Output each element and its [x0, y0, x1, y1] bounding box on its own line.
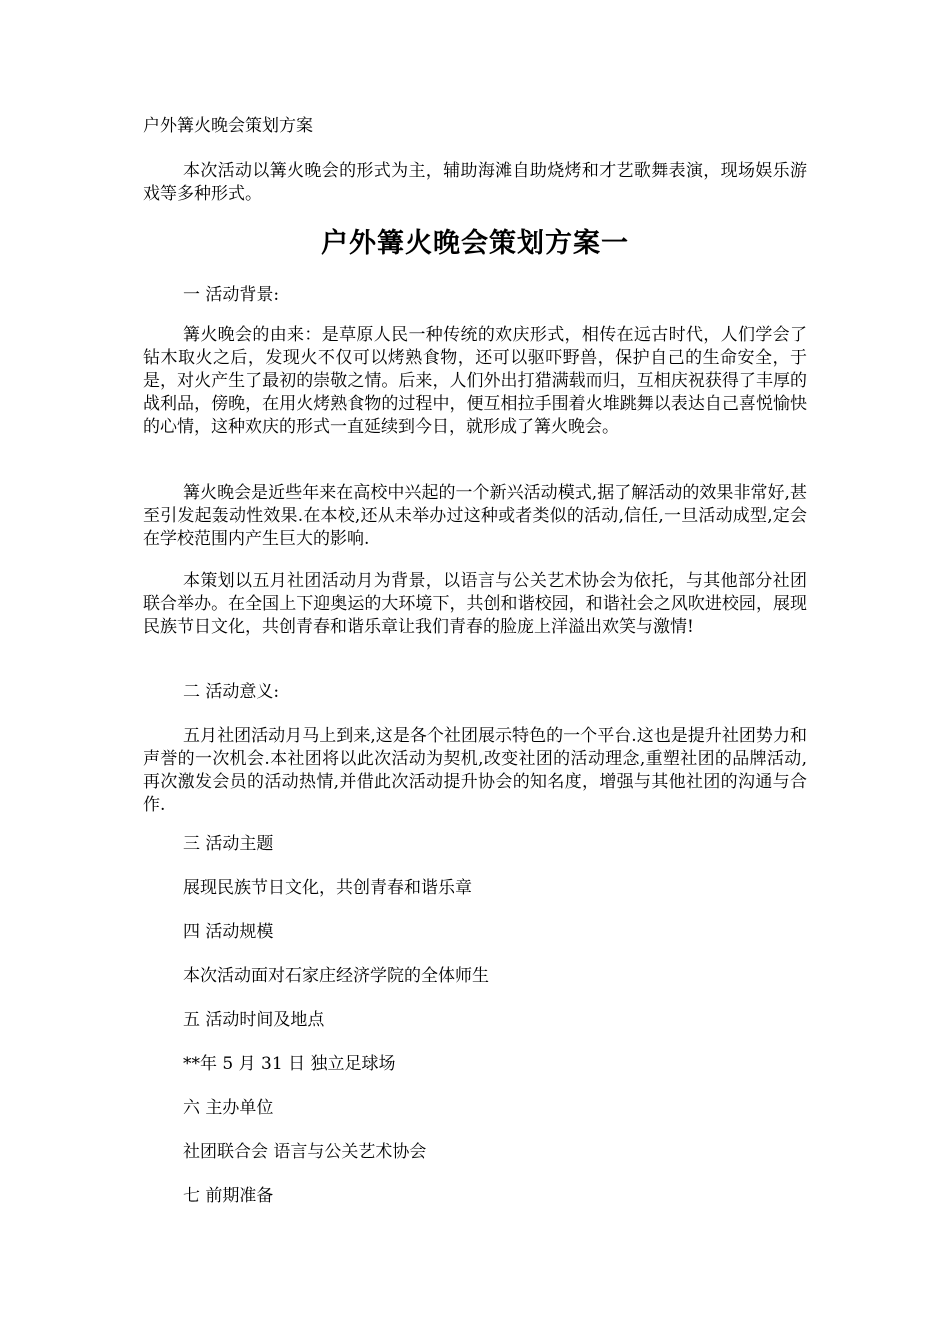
scale-text: 本次活动面对石家庄经济学院的全体师生 [183, 966, 489, 986]
section-heading-scale: 四 活动规模 [183, 922, 274, 942]
section-heading-significance: 二 活动意义: [183, 682, 280, 702]
background-paragraph-3: 本策划以五月社团活动月为背景，以语言与公关艺术协会为依托，与其他部分社团联合举办。在全国上下迎奥运的大环境下，共创和谐校园，和谐社会之风吹进校园，展现民族节日文化，共创青春和谐乐章让我们青春的脸庞上洋溢出欢笑与激情! [143, 571, 807, 637]
section-heading-theme: 三 活动主题 [183, 834, 274, 854]
intro-paragraph: 本次活动以篝火晚会的形式为主，辅助海滩自助烧烤和才艺歌舞表演，现场娱乐游戏等多种形式。 [143, 161, 807, 204]
main-title: 户外篝火晚会策划方案一 [321, 228, 629, 259]
theme-text: 展现民族节日文化，共创青春和谐乐章 [183, 878, 472, 898]
section-heading-time-place: 五 活动时间及地点 [183, 1010, 325, 1030]
section-heading-background: 一 活动背景: [183, 285, 280, 305]
time-place-text: **年 5 月 31 日 独立足球场 [183, 1054, 396, 1074]
section-heading-organizer: 六 主办单位 [183, 1098, 274, 1118]
background-paragraph-2: 篝火晚会是近些年来在高校中兴起的一个新兴活动模式,据了解活动的效果非常好,甚至引发起轰动性效果.在本校,还从未举办过这种或者类似的活动,信任,一旦活动成型,定会在学校范围内产生巨大的影响. [143, 483, 807, 549]
organizer-text: 社团联合会 语言与公关艺术协会 [183, 1142, 427, 1162]
significance-paragraph: 五月社团活动月马上到来,这是各个社团展示特色的一个平台.这也是提升社团势力和声誉的一次机会.本社团将以此次活动为契机,改变社团的活动理念,重塑社团的品牌活动,再次激发会员的活动热情,并借此次活动提升协会的知名度，增强与其他社团的沟通与合作. [143, 726, 807, 815]
document-heading: 户外篝火晚会策划方案 [143, 116, 313, 136]
section-heading-preparation: 七 前期准备 [183, 1186, 274, 1206]
background-paragraph-1: 篝火晚会的由来：是草原人民一种传统的欢庆形式，相传在远古时代，人们学会了钻木取火之后，发现火不仅可以烤熟食物，还可以驱吓野兽，保护自己的生命安全，于是，对火产生了最初的崇敬之情。后来，人们外出打猎满载而归，互相庆祝获得了丰厚的战利品，傍晚，在用火烤熟食物的过程中，便互相拉手围着火堆跳舞以表达自己喜悦愉快的心情，这种欢庆的形式一直延续到今日，就形成了篝火晚会。 [143, 325, 807, 437]
